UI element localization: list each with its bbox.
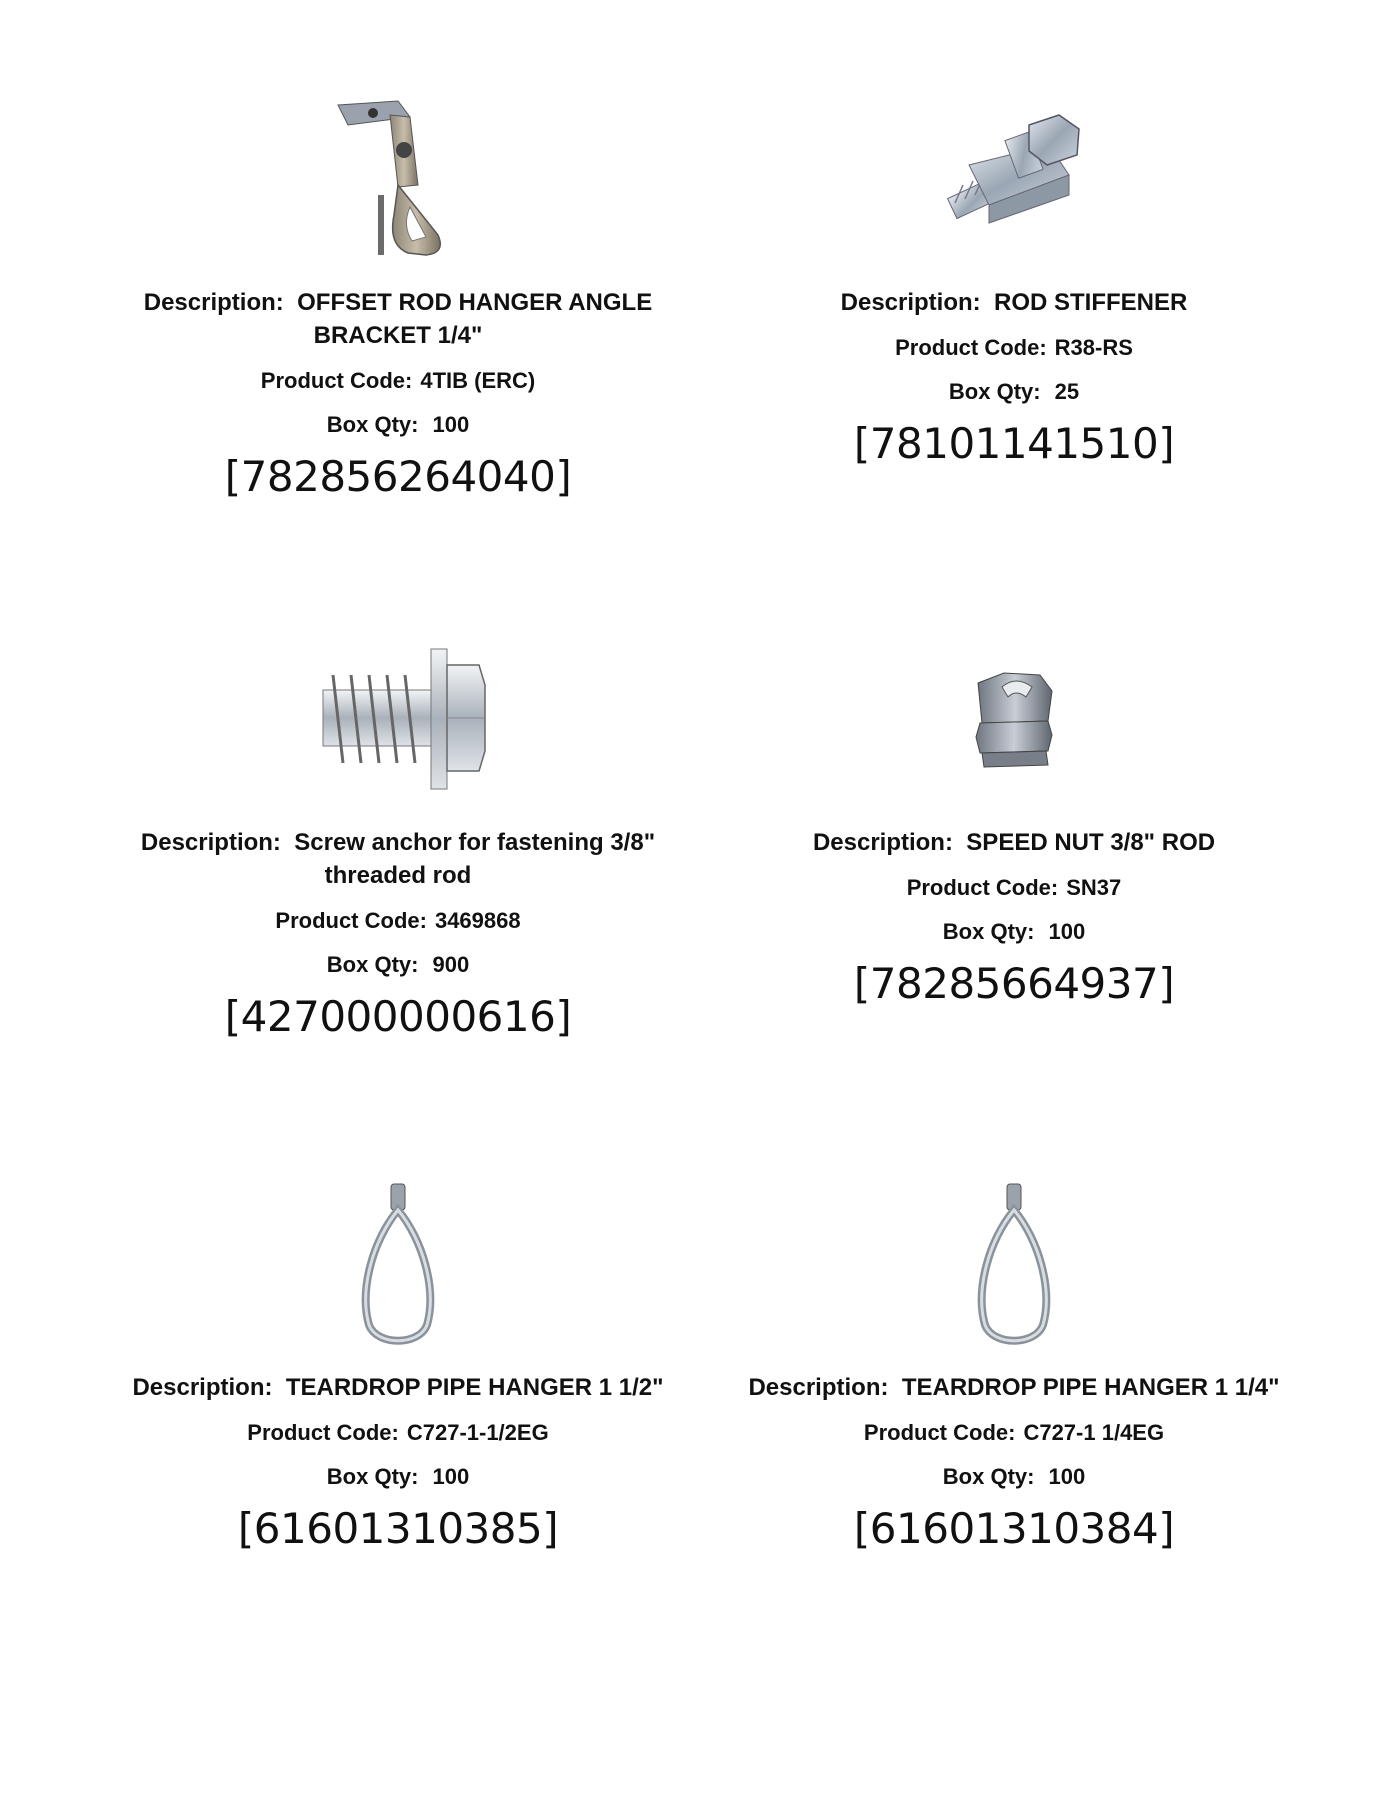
description-value: SPEED NUT 3/8" ROD: [966, 829, 1216, 856]
description-value: Screw anchor for fastening 3/8" threaded rod: [294, 829, 656, 889]
description: Description: TEARDROP PIPE HANGER 1 1/4": [748, 1374, 1280, 1401]
product-code-value: 4TIB (ERC): [420, 368, 536, 393]
upc-code: [78285664937]: [853, 959, 1175, 1008]
product-code-value: R38-RS: [1054, 335, 1133, 360]
description-value: OFFSET ROD HANGER ANGLE BRACKET 1/4": [297, 289, 653, 349]
box-qty-value: 25: [1054, 379, 1080, 404]
product-code-value: C727-1-1/2EG: [406, 1420, 549, 1445]
box-qty-line: Box Qty: 100: [326, 1464, 470, 1489]
box-qty-value: 100: [432, 412, 470, 437]
product-card: [684, 1165, 1344, 1554]
product-code-line: Product Code: 3469868: [275, 908, 521, 933]
description-value: TEARDROP PIPE HANGER 1 1/2": [285, 1374, 664, 1401]
upc-code: [782856264040]: [224, 452, 572, 501]
box-qty-line: Box Qty: 100: [942, 919, 1086, 944]
angle-bracket-icon: [68, 80, 728, 280]
upc-code: [61601310385]: [237, 1504, 559, 1553]
box-qty-line: Box Qty: 900: [326, 952, 470, 977]
product-code-line: Product Code: C727-1 1/4EG: [863, 1420, 1165, 1445]
upc-code: [61601310384]: [853, 1504, 1175, 1553]
upc-code: [427000000616]: [224, 992, 572, 1041]
box-qty-line: Box Qty: 100: [326, 412, 470, 437]
rod-stiffener-icon: [684, 80, 1344, 280]
box-qty-value: 100: [1048, 919, 1086, 944]
description: Description: Screw anchor for fastening 3/8" threaded rod: [140, 829, 656, 889]
product-card: [684, 80, 1344, 469]
teardrop-hanger-icon: [684, 1165, 1344, 1365]
product-card: [68, 620, 728, 1042]
product-code-value: C727-1 1/4EG: [1023, 1420, 1165, 1445]
product-code-line: Product Code: R38-RS: [895, 335, 1133, 360]
speed-nut-icon: [684, 620, 1344, 820]
description-value: TEARDROP PIPE HANGER 1 1/4": [901, 1374, 1280, 1401]
description: Description: ROD STIFFENER: [840, 289, 1188, 316]
box-qty-value: 900: [432, 952, 470, 977]
product-code-line: Product Code: C727-1-1/2EG: [247, 1420, 549, 1445]
upc-code: [78101141510]: [853, 419, 1175, 468]
box-qty-line: Box Qty: 25: [948, 379, 1080, 404]
screw-anchor-icon: [68, 620, 728, 820]
box-qty-value: 100: [432, 1464, 470, 1489]
description-value: ROD STIFFENER: [994, 289, 1188, 316]
description: Description: SPEED NUT 3/8" ROD: [812, 829, 1216, 856]
product-code-line: Product Code: 4TIB (ERC): [260, 368, 536, 393]
product-card: [68, 1165, 728, 1554]
description: Description: TEARDROP PIPE HANGER 1 1/2": [132, 1374, 664, 1401]
description: Description: OFFSET ROD HANGER ANGLE BRACKET 1/4": [143, 289, 653, 349]
product-card: [68, 80, 728, 502]
box-qty-value: 100: [1048, 1464, 1086, 1489]
product-code-line: Product Code: SN37: [906, 875, 1122, 900]
product-card: [684, 620, 1344, 1009]
box-qty-line: Box Qty: 100: [942, 1464, 1086, 1489]
teardrop-hanger-icon: [68, 1165, 728, 1365]
product-code-value: 3469868: [434, 908, 521, 933]
product-code-value: SN37: [1066, 875, 1122, 900]
